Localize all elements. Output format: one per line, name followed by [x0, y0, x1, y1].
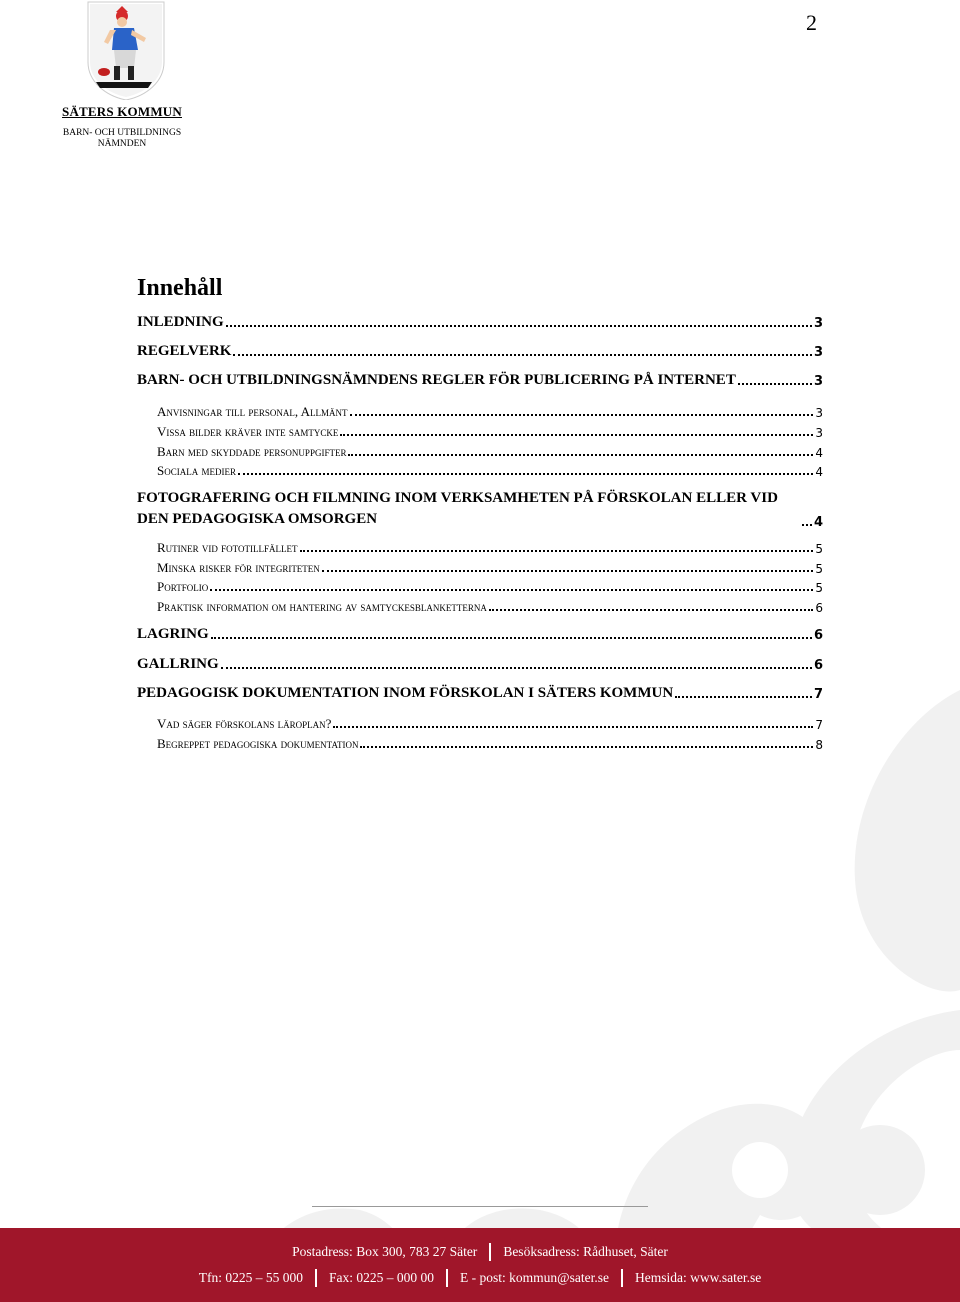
toc-entry-page: 6	[813, 628, 823, 643]
toc-entry-page: 6	[813, 658, 823, 673]
footer-separator	[621, 1269, 623, 1287]
toc-entry[interactable]	[137, 626, 823, 643]
toc-entry-label: FOTOGRAFERING OCH FILMNING INOM VERKSAMHETEN PÅ FÖRSKOLAN ELLER VID DEN PEDAGOGISKA OMSORGEN	[137, 490, 778, 527]
organization-department-line-2: NÄMNDEN	[97, 139, 147, 149]
toc-entry-label: Portfolio	[157, 579, 209, 594]
toc-entry-page: 3	[813, 345, 823, 360]
toc-entry-page: 4	[813, 515, 823, 530]
toc-leader	[489, 609, 814, 611]
footer-bar	[0, 1228, 960, 1302]
toc-leader	[802, 524, 812, 526]
toc-entry-page: 3	[815, 406, 823, 420]
toc-entry-label: Minska risker för integriteten	[157, 560, 320, 575]
footer-address-row	[0, 1243, 960, 1261]
toc-entry[interactable]	[157, 424, 823, 440]
toc-leader	[322, 570, 814, 572]
toc-entry[interactable]	[157, 560, 823, 576]
toc-entry-label: Vad säger förskolans läroplan?	[157, 716, 332, 731]
toc-entry[interactable]	[137, 343, 823, 360]
toc-entry-label: Vissa bilder kräver inte samtycke	[157, 424, 339, 439]
toc-entry-page: 7	[813, 687, 823, 702]
toc-leader	[211, 637, 812, 639]
toc-entry[interactable]	[157, 579, 823, 595]
toc-leader	[300, 550, 814, 552]
toc-entry-page: 4	[815, 446, 823, 460]
toc-entry[interactable]	[137, 372, 823, 389]
toc-entry-label: Barn med skyddade personuppgifter	[157, 444, 347, 459]
toc-entry-label: REGELVERK	[137, 343, 232, 359]
footer-contact-row	[0, 1269, 960, 1287]
toc-entry-page: 8	[815, 738, 823, 752]
toc-entry-page: 3	[815, 426, 823, 440]
toc-entry-label: Begreppet pedagogiska dokumentation	[157, 736, 359, 751]
toc-entry[interactable]	[157, 463, 823, 479]
toc-entry-page: 5	[815, 542, 823, 556]
saters-kommun-logo-icon	[86, 0, 166, 100]
toc-entry-label: LAGRING	[137, 626, 209, 642]
toc-entry[interactable]	[137, 488, 823, 530]
toc-entry-label: Praktisk information om hantering av samtyckesblanketterna	[157, 599, 487, 614]
footer-fax: Fax: 0225 – 000 00	[329, 1270, 435, 1285]
toc-entry[interactable]	[137, 685, 823, 702]
footer-postal-address: Postadress: Box 300, 783 27 Säter	[292, 1244, 478, 1259]
toc-entry-page: 3	[813, 374, 823, 389]
footer-website[interactable]: Hemsida: www.sater.se	[634, 1270, 762, 1285]
footer-divider	[312, 1206, 648, 1207]
toc-entry-label: Sociala medier	[157, 463, 236, 478]
toc-leader	[233, 354, 811, 356]
toc-entry-page: 6	[815, 601, 823, 615]
toc-leader	[675, 696, 812, 698]
page-number: 2	[806, 10, 817, 35]
toc-entry-label: GALLRING	[137, 656, 219, 672]
footer-separator	[315, 1269, 317, 1287]
toc-entry-page: 4	[815, 465, 823, 479]
footer-separator	[489, 1243, 491, 1261]
footer-email[interactable]: E - post: kommun@sater.se	[460, 1270, 609, 1285]
toc-leader	[210, 589, 813, 591]
toc-entry[interactable]	[137, 656, 823, 673]
toc-entry-label: Rutiner vid fototillfället	[157, 540, 298, 555]
toc-entry[interactable]	[157, 599, 823, 615]
toc-entry-page: 7	[815, 718, 823, 732]
toc-leader	[226, 325, 812, 327]
toc-leader	[360, 746, 813, 748]
toc-entry[interactable]	[157, 444, 823, 460]
organization-department	[52, 128, 192, 150]
toc-leader	[348, 454, 813, 456]
organization-department-line-1: BARN- OCH UTBILDNINGS	[62, 128, 182, 138]
toc-entry[interactable]	[157, 404, 823, 420]
toc-title: Innehåll	[137, 275, 223, 301]
toc-leader	[221, 667, 812, 669]
toc-entry[interactable]	[157, 736, 823, 752]
toc-entry-page: 3	[813, 316, 823, 331]
toc-entry[interactable]	[157, 540, 823, 556]
toc-entry[interactable]	[137, 314, 823, 331]
toc-leader	[333, 726, 813, 728]
footer-separator	[446, 1269, 448, 1287]
footer-phone: Tfn: 0225 – 55 000	[198, 1270, 304, 1285]
toc-entry-page: 5	[815, 562, 823, 576]
toc-leader	[738, 383, 812, 385]
toc-entry-label: INLEDNING	[137, 314, 224, 330]
toc-leader	[340, 434, 813, 436]
toc-entry[interactable]	[157, 716, 823, 732]
toc-leader	[350, 414, 814, 416]
footer-visiting-address: Besöksadress: Rådhuset, Säter	[503, 1244, 668, 1259]
toc-entry-page: 5	[815, 581, 823, 595]
organization-name: SÄTERS KOMMUN	[62, 104, 182, 119]
toc-leader	[238, 473, 813, 475]
toc-entry-label: Anvisningar till personal, Allmänt	[157, 404, 348, 419]
toc-entry-label: PEDAGOGISK DOKUMENTATION INOM FÖRSKOLAN I SÄTERS KOMMUN	[137, 685, 674, 701]
toc-entry-label: BARN- OCH UTBILDNINGSNÄMNDENS REGLER FÖR PUBLICERING PÅ INTERNET	[137, 372, 736, 388]
